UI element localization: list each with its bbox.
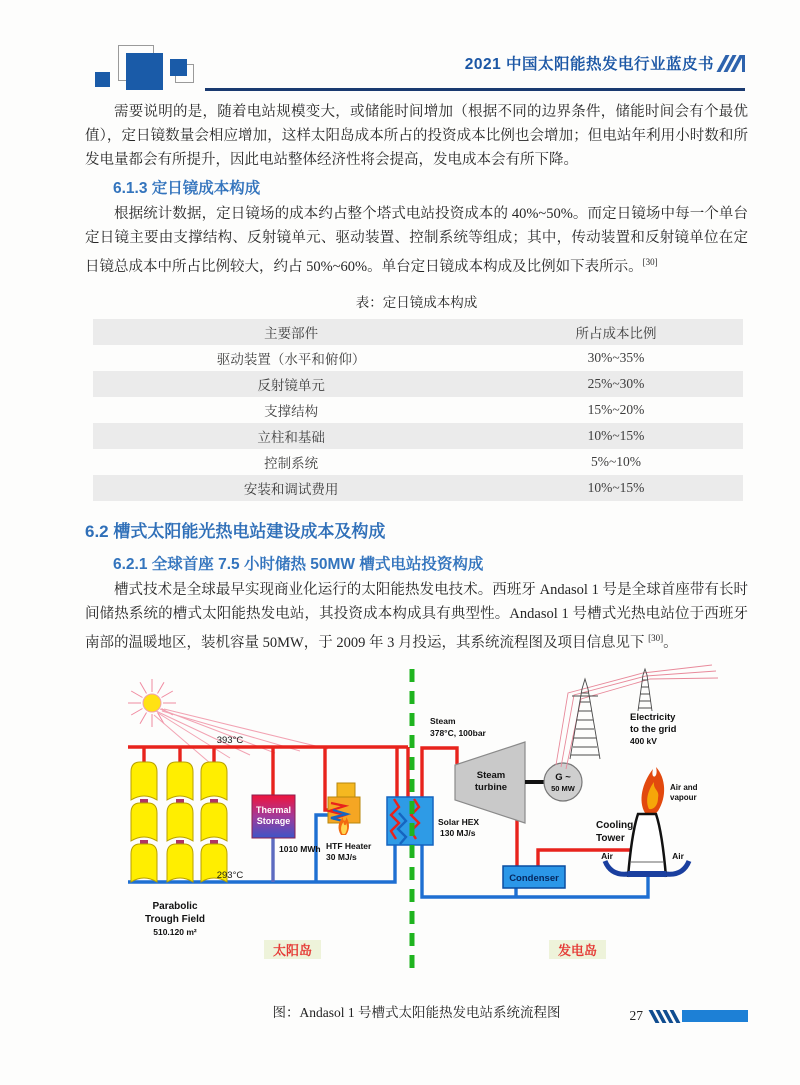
air-label-left: Air bbox=[601, 850, 613, 861]
cell-component: 反射镜单元 bbox=[257, 377, 325, 393]
andasol-system-diagram bbox=[85, 663, 748, 995]
report-title: 2021 中国太阳能热发电行业蓝皮书 bbox=[464, 56, 714, 73]
table-row bbox=[93, 371, 743, 397]
storage-capacity-label: 1010 MWh bbox=[279, 843, 321, 854]
cell-ratio: 15%~20% bbox=[587, 401, 645, 417]
cell-component: 立柱和基础 bbox=[257, 429, 325, 445]
table-header-row bbox=[93, 319, 743, 345]
section-heading-6-1-3: 6.1.3 定日镜成本构成 bbox=[113, 180, 261, 197]
air-vapour-label: Air and bbox=[670, 782, 698, 792]
paragraph-3 bbox=[85, 578, 748, 655]
condenser-label: Condenser bbox=[509, 872, 559, 884]
steam-pipe bbox=[422, 748, 457, 797]
cooling-tower-label: Cooling bbox=[596, 819, 634, 831]
field-label: Trough Field bbox=[145, 913, 205, 925]
column-header: 所占成本比例 bbox=[575, 325, 657, 341]
section-heading-6-2: 6.2 槽式太阳能光热电站建设成本及构成 bbox=[85, 521, 386, 541]
cell-component: 控制系统 bbox=[264, 455, 319, 471]
table-row bbox=[93, 423, 743, 449]
paragraph-1: 需要说明的是，随着电站规模变大，或储能时间增加（根据不同的边界条件，储能时间会有个最优值），定日镜数量会相应增加，这样太阳岛成本所占的投资成本比例也会增加；但电站年利用小时数和所发电量都会有所提升，因此电站整体经济性将会提高，发电成本会有所下降。 bbox=[85, 104, 748, 168]
slashes-icon bbox=[721, 55, 745, 72]
table-row bbox=[93, 345, 743, 371]
heliostat-cost-table bbox=[93, 319, 743, 501]
logo-square-large bbox=[126, 53, 163, 90]
grid-voltage-label: 400 kV bbox=[630, 735, 657, 746]
page-number: 27 bbox=[629, 1008, 643, 1023]
solar-hex-label: Solar HEX bbox=[438, 816, 480, 827]
cooling-tower-label: Tower bbox=[596, 832, 625, 844]
page-content bbox=[85, 100, 748, 1021]
generator-label: 50 MW bbox=[551, 783, 575, 793]
logo-square-small-2 bbox=[170, 59, 187, 76]
parabolic-trough-field bbox=[131, 762, 227, 882]
publisher-logo bbox=[85, 42, 205, 92]
steam-label: Steam bbox=[430, 715, 456, 726]
storage-label: Storage bbox=[256, 815, 291, 826]
cell-component: 支撑结构 bbox=[264, 403, 319, 419]
generator-label: G ~ bbox=[555, 771, 571, 783]
grid-label: to the grid bbox=[630, 723, 677, 735]
section-heading-6-2-1: 6.2.1 全球首座 7.5 小时储热 50MW 槽式电站投资构成 bbox=[113, 555, 484, 573]
page-footer bbox=[630, 1008, 749, 1024]
temp-cold-label: 293°C bbox=[216, 869, 244, 881]
header-rule bbox=[205, 88, 745, 91]
cell-component: 驱动装置（水平和俯仰） bbox=[216, 351, 366, 367]
header-right bbox=[465, 52, 745, 74]
table-title: 表：定日镜成本构成 bbox=[355, 294, 478, 310]
steam-label: 378°C, 100bar bbox=[430, 727, 486, 738]
figure-caption: 图：Andasol 1 号槽式太阳能热发电站系统流程图 bbox=[272, 1004, 561, 1020]
footer-bar bbox=[682, 1010, 748, 1022]
cell-ratio: 10%~15% bbox=[587, 427, 645, 443]
grid-label: Electricity bbox=[630, 711, 676, 723]
paragraph-3-text: 槽式技术是全球最早实现商业化运行的太阳能热发电技术。西班牙 Andasol 1 号是全球首座带有长时间储热系统的槽式太阳能热发电站，其投资成本构成具有典型性。Andasol 1 号槽式光热电站位于西班牙南部的温暖地区，装机容量 50MW，于 2009 年 3 月投运，其系统流程图及项目信息见下 bbox=[85, 581, 748, 651]
htf-heater bbox=[328, 783, 360, 835]
citation-30: [30] bbox=[642, 257, 658, 267]
htf-heater-label: HTF Heater bbox=[326, 840, 372, 851]
storage-label: Thermal bbox=[255, 804, 292, 815]
table-row bbox=[93, 475, 743, 501]
logo-square-small bbox=[95, 72, 110, 87]
table-row bbox=[93, 449, 743, 475]
paragraph-3-tail: 。 bbox=[663, 634, 678, 651]
temp-hot-label: 393°C bbox=[216, 734, 244, 746]
paragraph-2-text: 根据统计数据，定日镜场的成本约占整个塔式电站投资成本的 40%~50%。而定日镜场中每一个单台定日镜主要由支撑结构、反射镜单元、驱动装置、控制系统等组成；其中，传动装置和反射镜单位在定日镜总成本中所占比例较大，约占 50%~60%。单台定日镜成本构成及比例如下表所示。 bbox=[85, 206, 748, 275]
htf-heater-label: 30 MJ/s bbox=[326, 851, 357, 862]
column-header: 主要部件 bbox=[264, 325, 319, 341]
citation-30: [30] bbox=[648, 632, 664, 643]
solar-hex-label: 130 MJ/s bbox=[440, 827, 476, 838]
table-row bbox=[93, 397, 743, 423]
turbine-label: Steam bbox=[476, 769, 506, 781]
cell-component: 安装和调试费用 bbox=[243, 481, 339, 497]
page-header bbox=[0, 42, 800, 92]
turbine-label: turbine bbox=[474, 781, 508, 793]
footer-slashes-icon bbox=[652, 1010, 677, 1023]
field-label: Parabolic bbox=[152, 900, 198, 912]
air-vapour-flame-icon bbox=[642, 767, 665, 815]
cell-ratio: 5%~10% bbox=[591, 453, 642, 469]
solar-island-label: 太阳岛 bbox=[272, 942, 313, 958]
cell-ratio: 10%~15% bbox=[587, 479, 645, 495]
cell-ratio: 30%~35% bbox=[587, 349, 645, 365]
sun-icon bbox=[128, 679, 328, 763]
power-island-label: 发电岛 bbox=[557, 942, 598, 958]
air-label-right: Air bbox=[672, 850, 684, 861]
cell-ratio: 25%~30% bbox=[587, 375, 645, 391]
air-vapour-label: vapour bbox=[670, 792, 697, 802]
paragraph-2 bbox=[85, 202, 748, 279]
field-area-label: 510.120 m² bbox=[153, 926, 197, 937]
diagram-svg bbox=[100, 663, 720, 993]
